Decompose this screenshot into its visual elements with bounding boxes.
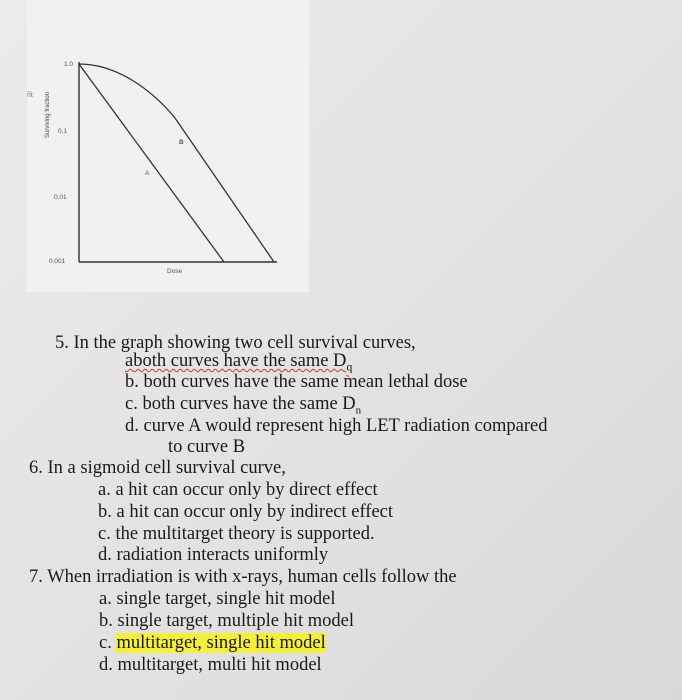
option-letter: d. — [125, 416, 139, 436]
option-text: both curves have the same D — [133, 351, 347, 371]
question-6-option-d — [98, 545, 328, 567]
question-6-option-c — [98, 524, 375, 546]
option-text: both curves have the same D — [142, 394, 356, 414]
corner-mark: n̅t — [27, 92, 33, 99]
question-7-option-a — [99, 589, 336, 611]
question-6-stem — [29, 458, 286, 480]
option-letter: a. — [99, 589, 112, 609]
curve-b — [79, 64, 274, 262]
option-subscript: q — [346, 359, 353, 374]
question-number: 5. — [55, 333, 69, 353]
option-subscript: n — [355, 404, 362, 417]
question-7-option-d — [99, 655, 322, 677]
option-text-highlighted: multitarget, single hit model — [116, 633, 326, 653]
option-letter: c. — [99, 633, 112, 653]
question-text: When irradiation is with x-rays, human cells follow the — [47, 567, 457, 587]
question-text: In the graph showing two cell survival curves, — [73, 333, 416, 353]
option-text: single target, multiple hit model — [117, 611, 355, 631]
option-letter: c. — [125, 394, 138, 414]
curve-b-label: B — [179, 139, 184, 146]
survival-curve-figure — [27, 0, 309, 292]
ytick-1: 1.0 — [64, 61, 74, 68]
question-5-option-d — [125, 416, 547, 438]
option-text: both curves have the same mean lethal dose — [143, 372, 468, 392]
ytick-0-01: 0.01 — [54, 194, 67, 201]
x-axis-label: Dose — [167, 268, 183, 275]
ytick-0-1: 0.1 — [58, 128, 68, 135]
option-text: curve A would represent high LET radiation compared — [143, 416, 548, 436]
question-7-stem — [29, 567, 457, 589]
option-text: multitarget, multi hit model — [117, 655, 322, 675]
survival-curve-plot — [27, 0, 309, 292]
option-letter: b. — [98, 502, 112, 522]
curve-a-label: A — [145, 170, 150, 177]
question-6-option-b — [98, 502, 393, 524]
question-6-option-a — [98, 480, 378, 502]
question-5-option-b — [125, 372, 468, 394]
option-text: the multitarget theory is supported. — [115, 524, 375, 544]
option-letter: a. — [98, 480, 111, 500]
question-7-option-c — [99, 633, 326, 655]
option-letter: d. — [99, 655, 113, 675]
option-text: radiation interacts uniformly — [116, 545, 329, 565]
question-7-option-b — [99, 611, 354, 633]
question-number: 6. — [29, 458, 43, 478]
y-axis-label: Surviving fraction — [45, 91, 51, 138]
ytick-0-001: 0.001 — [49, 258, 66, 265]
question-5-option-d-continued: to curve B — [168, 437, 246, 457]
option-text: a hit can occur only by indirect effect — [116, 502, 394, 522]
question-text: In a sigmoid cell survival curve, — [47, 458, 286, 478]
option-letter: b. — [99, 611, 113, 631]
option-text: a hit can occur only by direct effect — [115, 480, 378, 500]
question-number: 7. — [29, 567, 43, 587]
option-letter: b. — [125, 372, 139, 392]
option-letter: c. — [98, 524, 111, 544]
option-letter: a — [125, 351, 134, 371]
option-letter: d. — [98, 545, 112, 565]
option-text: single target, single hit model — [116, 589, 336, 609]
